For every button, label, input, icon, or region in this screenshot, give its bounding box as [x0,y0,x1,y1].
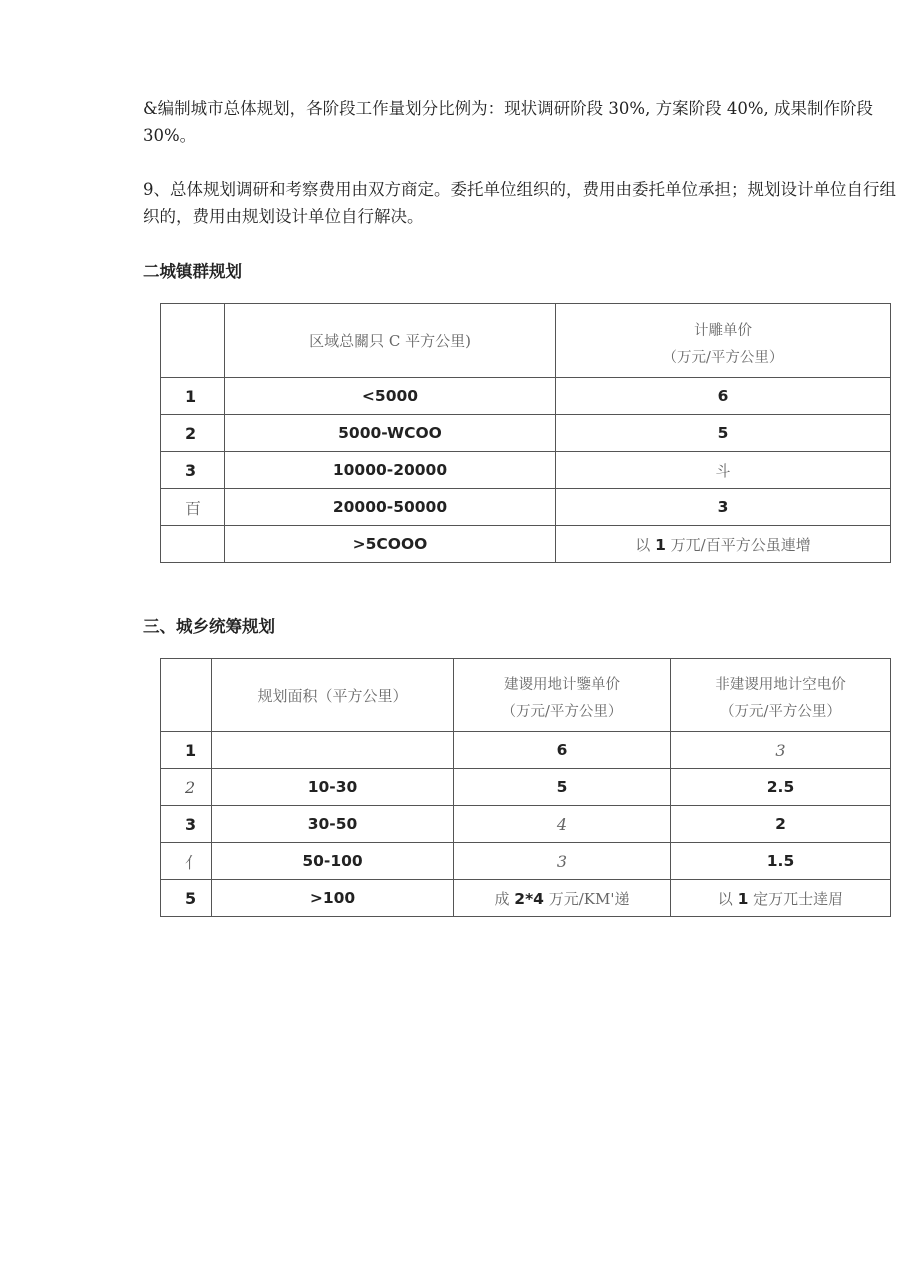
row-index: 5 [161,880,212,917]
row-price-prefix: 以 [635,535,651,554]
row-nonbuild-price [671,880,891,917]
header-build-label: 建谡用地计鑒单价 [504,677,620,693]
row-area: <5000 [225,378,556,415]
section-title-urban-rural: 三、城乡统筹规划 [143,617,275,636]
row-index: 3 [161,806,212,843]
table-row [161,526,891,563]
table-row [161,489,891,526]
row-index: 2 [161,415,225,452]
row-build-prefix: 成 [494,889,510,908]
header-area-cell [212,659,454,732]
row-price: 3 [556,489,891,526]
table-header-row [161,304,891,378]
table-row [161,769,891,806]
row-index: 2 [161,769,212,806]
row-area: 50-100 [212,843,454,880]
row-price-bold: 1 [655,535,666,554]
table-row [161,732,891,769]
urban-rural-table [160,658,891,917]
header-index-cell [161,659,212,732]
row-build-suffix: 万元/KM'递 [548,889,630,908]
row-build-price: 5 [454,769,671,806]
row-index: 1 [161,378,225,415]
row-build-price: 4 [454,806,671,843]
header-nonbuild-cell [671,659,891,732]
row-build-price [454,880,671,917]
row-nonbuild-suffix: 定万兀士逹眉 [753,889,844,908]
row-nonbuild-bold: 1 [737,889,749,908]
table-row [161,452,891,489]
table-row [161,843,891,880]
header-area-label: 区域总關只 C 平方公里) [309,332,471,350]
row-price-suffix: 万兀/百平方公虽連增 [670,535,811,554]
row-index [161,526,225,563]
paragraph-stage-ratio: &编制城市总体规划，各阶段工作量划分比例为：现状调研阶段 30%, 方案阶段 40%, 成果制作阶段 30%。 [143,99,874,145]
row-nonbuild-price: 2.5 [671,769,891,806]
header-price-unit: （万元/平方公里） [662,349,784,366]
table-row [161,880,891,917]
row-index: 百 [161,489,225,526]
row-price: 5 [556,415,891,452]
header-build-unit: （万元/平方公里） [501,704,623,720]
row-nonbuild-price: 3 [671,732,891,769]
row-area: >100 [212,880,454,917]
row-price: 斗 [556,452,891,489]
row-build-price: 3 [454,843,671,880]
row-area: 10000-20000 [225,452,556,489]
table-row [161,378,891,415]
header-area-label: 规划面积（平方公里） [257,686,408,705]
header-nonbuild-label: 非建谡用地计空电价 [715,677,846,693]
header-nonbuild-unit: （万元/平方公里） [720,704,841,720]
row-index: 3 [161,452,225,489]
town-cluster-table [160,303,891,563]
row-area: >5COOO [225,526,556,563]
row-build-bold: 2*4 [514,889,544,908]
row-price: 6 [556,378,891,415]
section-title-town-cluster: 二城镇群规划 [143,262,242,281]
row-area: 5000-WCOO [225,415,556,452]
table-row [161,415,891,452]
header-index-cell [161,304,225,378]
header-price-cell [556,304,891,378]
header-area-cell [225,304,556,378]
row-nonbuild-prefix: 以 [717,889,733,908]
row-nonbuild-price: 2 [671,806,891,843]
row-area [212,732,454,769]
row-area: 30-50 [212,806,454,843]
paragraph-survey-cost: 9、总体规划调研和考察费用由双方商定。委托单位组织的，费用由委托单位承担；规划设计单位自行组织的，费用由规划设计单位自行解决。 [143,180,896,226]
table-header-row [161,659,891,732]
table-row [161,806,891,843]
header-price-label: 计雕单价 [694,322,752,339]
row-index: 1 [161,732,212,769]
row-index: 亻 [161,843,212,880]
header-build-cell [454,659,671,732]
row-area: 10-30 [212,769,454,806]
row-build-price: 6 [454,732,671,769]
row-area: 20000-50000 [225,489,556,526]
row-nonbuild-price: 1.5 [671,843,891,880]
row-price [556,526,891,563]
